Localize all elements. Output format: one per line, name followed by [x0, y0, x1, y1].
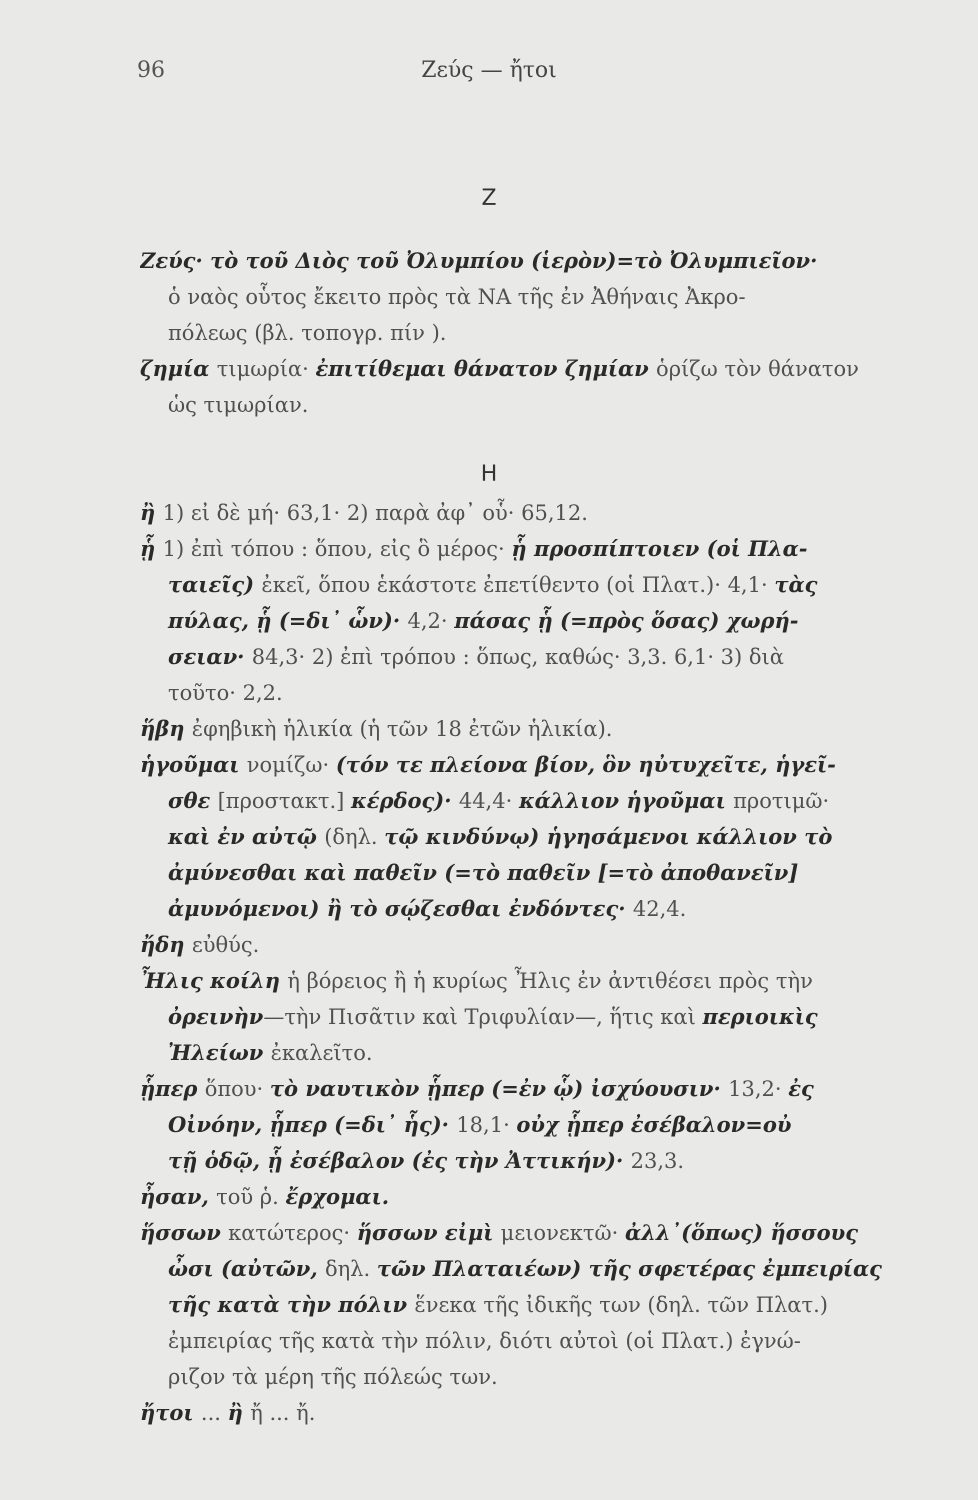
greek-italic-text: ᾗ προσπίπτοιεν (οἱ Πλα-	[511, 536, 808, 561]
greek-italic-text: σθε	[168, 788, 218, 813]
section-letter-zeta: Ζ	[481, 186, 497, 211]
greek-text: ὁρίζω τὸν θάνατον	[656, 357, 859, 381]
page-number: 96	[137, 58, 165, 83]
greek-text: 18,1·	[456, 1113, 517, 1137]
entry-headline	[140, 1071, 962, 1107]
entry-continuation	[140, 1359, 962, 1395]
greek-italic-text: ταιεῖς)	[168, 572, 262, 597]
greek-text: (δηλ.	[324, 825, 385, 849]
entry-continuation	[140, 387, 962, 423]
greek-text: προτιμῶ·	[733, 789, 830, 813]
greek-text: εὐθύς.	[191, 933, 260, 957]
greek-italic-text: τῶν Πλαταιέων) τῆς σφετέρας ἐμπειρίας	[376, 1256, 882, 1281]
entry-continuation	[140, 1107, 962, 1143]
greek-text: ἐφηβικὴ ἡλικία (ἡ τῶν 18 ἐτῶν ἡλικία).	[191, 717, 613, 741]
greek-italic-text: ᾗπερ	[140, 1076, 205, 1101]
entry-headline	[140, 1395, 962, 1431]
greek-text: ὅπου·	[204, 1077, 270, 1101]
greek-italic-text: κάλλιον ἡγοῦμαι	[518, 788, 734, 813]
greek-text: νομίζω·	[246, 753, 336, 777]
greek-italic-text: Οἰνόην, ᾗπερ (=δι᾽ ἧς)·	[168, 1112, 457, 1137]
entry-continuation	[140, 279, 962, 315]
greek-italic-text: τὸ ναυτικὸν ᾗπερ (=ἐν ᾧ) ἰσχύουσιν·	[269, 1076, 729, 1101]
section-gap	[140, 423, 962, 495]
running-head: Ζεύς — ἤτοι	[421, 58, 557, 83]
greek-italic-text: ἡγοῦμαι	[140, 752, 247, 777]
greek-text: τιμωρία·	[216, 357, 316, 381]
greek-italic-text: ἥβη	[140, 716, 192, 741]
greek-text: δηλ.	[324, 1257, 377, 1281]
greek-italic-text: ἥσσων	[140, 1220, 229, 1245]
entry-continuation	[140, 1143, 962, 1179]
greek-italic-text: οὐχ ᾗπερ ἐσέβαλον=οὐ	[516, 1112, 792, 1137]
entry-headline	[140, 495, 962, 531]
greek-italic-text: ἐς	[788, 1076, 814, 1101]
entry-continuation	[140, 315, 962, 351]
greek-italic-text: πύλας, ᾗ (=δι᾽ ὧν)·	[168, 608, 408, 633]
greek-text: 1) ἐπὶ τόπου : ὅπου, εἰς ὃ μέρος·	[162, 537, 512, 561]
entry-continuation	[140, 639, 962, 675]
greek-text: μειονεκτῶ·	[500, 1221, 625, 1245]
greek-italic-text: ἥσσων εἰμὶ	[356, 1220, 501, 1245]
entry-headline	[140, 1179, 962, 1215]
greek-italic-text: ἢ	[227, 1400, 251, 1425]
greek-italic-text: τὰς	[774, 572, 818, 597]
greek-text: ἡ βόρειος ἢ ἡ κυρίως Ἦλις ἐν ἀντιθέσει πρὸς τὴν	[287, 969, 813, 993]
greek-italic-text: πάσας ᾗ (=πρὸς ὅσας) χωρή-	[454, 608, 799, 633]
page-header	[0, 58, 978, 88]
greek-italic-text: τῆς κατὰ τὴν πόλιν	[168, 1292, 415, 1317]
greek-italic-text: ᾗ	[140, 536, 163, 561]
entry-continuation	[140, 1035, 962, 1071]
greek-text: 4,2·	[407, 609, 455, 633]
greek-italic-text: Ἦλις κοίλη	[140, 968, 288, 993]
greek-italic-text: τῇ ὁδῷ, ᾗ ἐσέβαλον (ἐς τὴν Ἀττικήν)·	[168, 1148, 631, 1173]
greek-text: πόλεως (βλ. τοπογρ. πίν ).	[168, 321, 447, 345]
entry-continuation	[140, 567, 962, 603]
greek-text: 13,2·	[728, 1077, 789, 1101]
greek-text: τοῦτο· 2,2.	[168, 681, 283, 705]
entry-continuation	[140, 819, 962, 855]
greek-italic-text: σειαν·	[168, 644, 252, 669]
greek-text: ἐκεῖ, ὅπου ἑκάστοτε ἐπετίθεντο (οἱ Πλατ.)· 4,1·	[261, 573, 775, 597]
entry-continuation	[140, 891, 962, 927]
greek-text: ριζον τὰ μέρη τῆς πόλεώς των.	[168, 1365, 498, 1389]
entry-headline	[140, 963, 962, 999]
greek-italic-text: ἀλλ᾽(ὅπως) ἥσσους	[624, 1220, 859, 1245]
greek-text: ἤ ... ἤ.	[250, 1401, 316, 1425]
entry-headline	[140, 243, 962, 279]
entry-continuation	[140, 1323, 962, 1359]
entry-headline	[140, 711, 962, 747]
entry-list	[140, 243, 962, 1431]
greek-italic-text: ἢ	[140, 500, 163, 525]
greek-italic-text: ὀρεινὴν	[168, 1004, 264, 1029]
greek-italic-text: καὶ ἐν αὐτῷ	[168, 824, 325, 849]
greek-italic-text: Ζεύς· τὸ τοῦ Διὸς τοῦ Ὀλυμπίου (ἱερὸν)=τὸ Ὀλυμπιεῖον·	[140, 248, 818, 273]
greek-italic-text: ἤδη	[140, 932, 192, 957]
greek-text: ἐμπειρίας τῆς κατὰ τὴν πόλιν, διότι αὐτοὶ (οἱ Πλατ.) ἐγνώ-	[168, 1329, 801, 1353]
greek-text: 42,4.	[632, 897, 687, 921]
entry-headline	[140, 1215, 962, 1251]
entry-headline	[140, 531, 962, 567]
greek-text: ἕνεκα τῆς ἰδικῆς των (δηλ. τῶν Πλατ.)	[414, 1293, 828, 1317]
greek-text: 1) εἰ δὲ μή· 63,1· 2) παρὰ ἀφ᾽ οὗ· 65,12.	[162, 501, 588, 525]
entry-continuation	[140, 603, 962, 639]
greek-italic-text: κέρδος)·	[350, 788, 459, 813]
entry-continuation	[140, 783, 962, 819]
greek-text: 84,3· 2) ἐπὶ τρόπου : ὅπως, καθώς· 3,3. 6,1· 3) διὰ	[251, 645, 784, 669]
greek-text: ὁ ναὸς οὗτος ἔκειτο πρὸς τὰ ΝΑ τῆς ἐν Ἀθήναις Ἀκρο-	[168, 285, 746, 309]
greek-italic-text: ὦσι (αὐτῶν,	[168, 1256, 325, 1281]
greek-italic-text: ἦσαν,	[140, 1184, 217, 1209]
greek-italic-text: ἤτοι	[140, 1400, 201, 1425]
greek-text: ὡς τιμωρίαν.	[168, 393, 309, 417]
greek-italic-text: τῷ κινδύνῳ) ἡγησάμενοι κάλλιον τὸ	[384, 824, 833, 849]
greek-italic-text: περιοικὶς	[702, 1004, 818, 1029]
entry-headline	[140, 927, 962, 963]
entry-continuation	[140, 855, 962, 891]
greek-italic-text: ἀμύνεσθαι καὶ παθεῖν (=τὸ παθεῖν [=τὸ ἀποθανεῖν]	[168, 860, 799, 885]
greek-italic-text: ἐπιτίθεμαι θάνατον ζημίαν	[315, 356, 657, 381]
greek-text: ...	[200, 1401, 228, 1425]
greek-text: τοῦ ῥ.	[216, 1185, 286, 1209]
greek-italic-text: ἔρχομαι.	[285, 1184, 390, 1209]
entry-continuation	[140, 999, 962, 1035]
entry-headline	[140, 351, 962, 387]
greek-italic-text: (τόν τε πλείονα βίον, ὃν ηὐτυχεῖτε, ἡγεῖ-	[335, 752, 836, 777]
entry-continuation	[140, 675, 962, 711]
greek-italic-text: ζημία	[140, 356, 217, 381]
greek-text: [προστακτ.]	[217, 789, 351, 813]
section-letter-eta: Η	[480, 462, 498, 487]
entry-continuation	[140, 1251, 962, 1287]
greek-text: κατώτερος·	[228, 1221, 357, 1245]
greek-text: 44,4·	[458, 789, 519, 813]
greek-italic-text: Ἠλείων	[168, 1040, 271, 1065]
entry-continuation	[140, 1287, 962, 1323]
greek-text: ἐκαλεῖτο.	[270, 1041, 373, 1065]
greek-text: —τὴν Πισᾶτιν καὶ Τριφυλίαν—, ἥτις καὶ	[263, 1005, 703, 1029]
entry-headline	[140, 747, 962, 783]
greek-text: 23,3.	[630, 1149, 685, 1173]
greek-italic-text: ἀμυνόμενοι) ἢ τὸ σῴζεσθαι ἐνδόντες·	[168, 896, 633, 921]
